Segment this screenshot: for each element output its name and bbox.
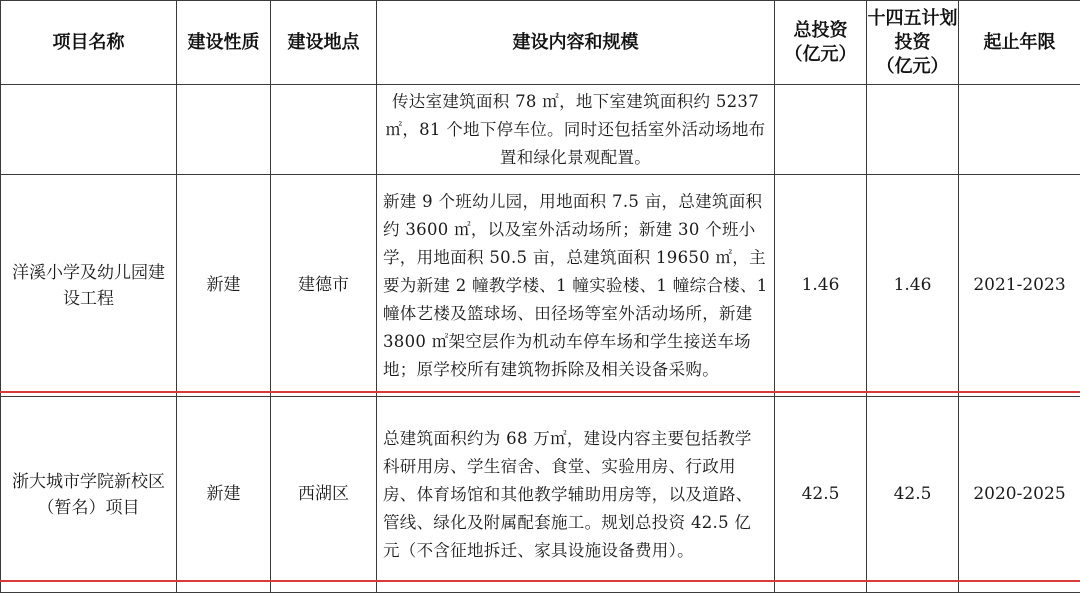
cell-total: 1.46 [775,175,867,397]
cell-plan: 42.5 [867,397,959,593]
cell-nature [177,85,271,175]
cell-total: 42.5 [775,397,867,593]
header-nature: 建设性质 [177,1,271,85]
cell-nature: 新建 [177,175,271,397]
cell-location: 西湖区 [271,397,377,593]
cell-plan: 1.46 [867,175,959,397]
cell-nature: 新建 [177,397,271,593]
cell-name: 浙大城市学院新校区（暂名）项目 [1,397,177,593]
table-header-row [1,1,1080,85]
cell-content: 新建 9 个班幼儿园，用地面积 7.5 亩，总建筑面积约 3600 ㎡，以及室外活动场所；新建 30 个班小学，用地面积 50.5 亩，总建筑面积 19650 ㎡，主要为新建 2 幢教学楼、1 幢实验楼、1 幢综合楼、1 幢体艺楼及篮球场、田径场等室外活动场所，新建 3800 ㎡架空层作为机动车停车场和学生接送车场地；原学校所有建筑物拆除及相关设备采购。 [377,175,775,397]
annotation-line-top [0,391,1080,393]
header-plan-investment: 十四五计划 投资 （亿元） [867,1,959,85]
cell-years: 2021-2023 [959,175,1080,397]
header-content: 建设内容和规模 [377,1,775,85]
table-row [1,85,1080,175]
cell-location: 建德市 [271,175,377,397]
cell-name: 洋溪小学及幼儿园建设工程 [1,175,177,397]
header-total-investment: 总投资 （亿元） [775,1,867,85]
table-row [1,175,1080,397]
cell-name [1,85,177,175]
cell-years: 2020-2025 [959,397,1080,593]
header-location: 建设地点 [271,1,377,85]
cell-plan [867,85,959,175]
annotation-line-bottom [0,580,1080,582]
cell-content: 总建筑面积约为 68 万㎡，建设内容主要包括教学科研用房、学生宿舍、食堂、实验用房、行政用房、体育场馆和其他教学辅助用房等，以及道路、管线、绿化及附属配套施工。规划总投资 42.5 亿元（不含征地拆迁、家具设施设备费用）。 [377,397,775,593]
cell-location [271,85,377,175]
header-years: 起止年限 [959,1,1080,85]
cell-total [775,85,867,175]
cell-years [959,85,1080,175]
header-name: 项目名称 [1,1,177,85]
table-row [1,397,1080,593]
cell-content: 传达室建筑面积 78 ㎡，地下室建筑面积约 5237 ㎡，81 个地下停车位。同时还包括室外活动场地布置和绿化景观配置。 [377,85,775,175]
